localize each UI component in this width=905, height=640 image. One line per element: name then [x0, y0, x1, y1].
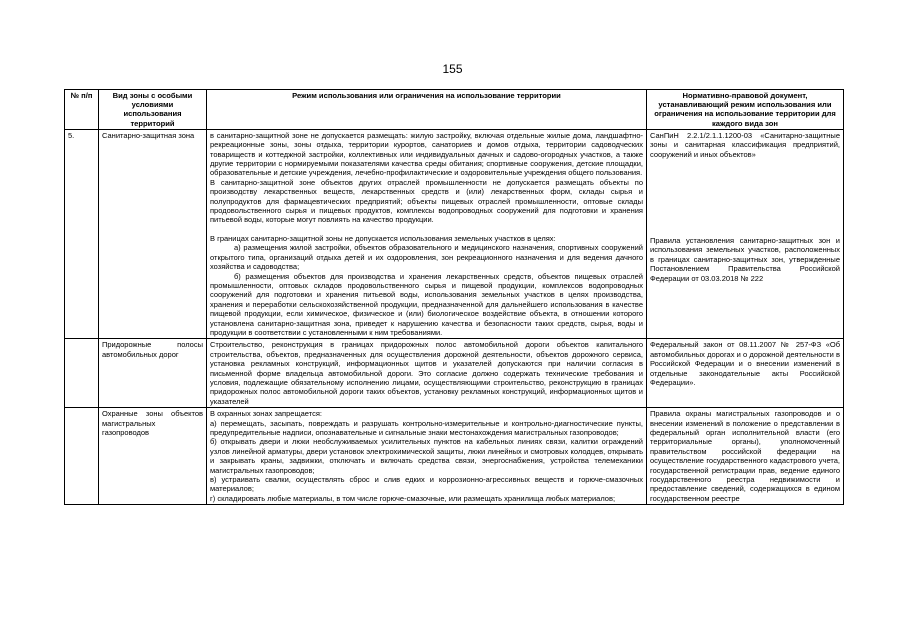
table-header-row — [65, 90, 844, 130]
header-zone-type: Вид зоны с особыми условиями использования территорий — [99, 90, 207, 130]
regime-paragraph: а) размещения жилой застройки, объектов образовательного и медицинского назначения, спортивных сооружений открытого типа, организаций отдыха детей и их оздоровления, зон рекреационного назначения и для ведения дачного хозяйства и садоводства; — [210, 243, 643, 272]
regime-paragraph: в санитарно-защитной зоне не допускается размещать: жилую застройку, включая отдельные жилые дома, ландшафтно-рекреационные зоны, зоны отдыха, территории курортов, санаториев и домов отдыха, территории садоводческих товариществ и коттеджной застройки, коллективных или индивидуальных дачных и садово-огородных участков, а также другие территории с нормируемыми показателями качества среды обитания; спортивные сооружения, детские площадки, образовательные и детские учреждения, лечебно-профилактические и оздоровительные учреждения общего пользования. — [210, 130, 643, 178]
table-row — [65, 129, 844, 339]
zone-name: Придорожные полосы автомобильных дорог — [99, 339, 207, 408]
header-regime: Режим использования или ограничения на использование территории — [207, 90, 647, 130]
table-row — [65, 408, 844, 505]
zone-name: Санитарно-защитная зона — [99, 129, 207, 339]
page-number: 155 — [442, 62, 463, 76]
paragraph-gap — [650, 159, 840, 236]
regime-paragraph: В охранных зонах запрещается: — [210, 409, 322, 419]
regime-paragraph: В санитарно-защитной зоне объектов других отраслей промышленности не допускается размещать объекты по производству лекарственных веществ, лекарственных средств и (или) лекарственных форм, склады сырья и полупродуктов для фармацевтических предприятий; объекты пищевых отраслей промышленности, оптовые склады продовольственного сырья и пищевых продуктов, комплексы водопроводных сооружений для подготовки и хранения питьевой воды, которые могут повлиять на качество продукции. — [210, 177, 643, 225]
zones-table — [64, 89, 844, 505]
regime-cell — [207, 339, 647, 408]
header-legal-document: Нормативно-правовой документ, устанавливающий режим использования или ограничения на использование территории для каждого вида зон — [647, 90, 844, 130]
legal-cell — [647, 339, 844, 408]
legal-cell — [647, 129, 844, 339]
regime-paragraph: б) открывать двери и люки необслуживаемых усилительных пунктов на кабельных линиях связи, калитки ограждений узлов линейной арматуры, двери установок электрохимической защиты, люки линейных и смотровых колодцев, открывать и закрывать краны, задвижки, отключать и включать средства связи, энергоснабжения, устройства телемеханики магистральных газопроводов; — [210, 437, 643, 475]
legal-cell — [647, 408, 844, 505]
regime-paragraph: а) перемещать, засыпать, повреждать и разрушать контрольно-измерительные и контрольно-диагностические пункты, предупредительные надписи, опознавательные и сигнальные знаки местонахождения магистральных газопроводов; — [210, 418, 643, 437]
legal-document: Правила установления санитарно-защитных зон и использования земельных участков, расположенных в границах санитарно-защитных зон, утвержденные Постановлением Правительства Российской Федерации от 03.03.2018 № 222 — [650, 236, 840, 283]
zone-name: Охранные зоны объектов магистральных газопроводов — [99, 408, 207, 505]
legal-document: Федеральный закон от 08.11.2007 № 257-ФЗ «Об автомобильных дорогах и о дорожной деятельности в Российской Федерации и о внесении изменений в отдельные законодательные акты Российской Федерации». — [650, 340, 840, 387]
row-number — [65, 339, 99, 408]
header-num: № п/п — [65, 90, 99, 130]
regime-paragraph: Строительство, реконструкция в границах придорожных полос автомобильной дороги объектов капитального строительства, объектов, предназначенных для осуществления дорожной деятельности, объектов дорожного сервиса, установка рекламных конструкций, информационных щитов и указателей допускаются при наличии согласия в письменной форме владельца автомобильной дороги. Это согласие должно содержать технические требования и условия, подлежащие обязательному исполнению лицами, осуществляющими строительство, реконструкцию в границах придорожных полос автомобильной дороги таких объектов, установку рекламных конструкций, информационных щитов и указателей — [210, 340, 643, 406]
regime-paragraph: г) складировать любые материалы, в том числе горюче-смазочные, или размещать хранилища любых материалов; — [210, 493, 616, 503]
regime-paragraph: В границах санитарно-защитной зоны не допускается использования земельных участков в целях: — [210, 233, 556, 243]
regime-paragraph: в) устраивать свалки, осуществлять сброс и слив едких и коррозионно-агрессивных веществ и горюче-смазочных материалов; — [210, 475, 643, 494]
row-number — [65, 408, 99, 505]
paragraph-gap — [210, 225, 643, 234]
row-number: 5. — [65, 129, 99, 339]
table-row — [65, 339, 844, 408]
regime-paragraph: б) размещения объектов для производства и хранения лекарственных средств, объектов пищевых отраслей промышленности, оптовых складов продовольственного сырья и пищевой продукции, комплексов водопроводных сооружений для подготовки и хранения питьевой воды, использования земельных участков в целях производства, хранения и переработки сельскохозяйственной продукции, предназначенной для дальнейшего использования в качестве пищевой продукции, если химическое, физическое и (или) биологическое воздействие объекта, в отношении которого установлена санитарно-защитная зона, приведет к нарушению качества и безопасности таких средств, сырья, воды и продукции в соответствии с установленными к ним требованиями. — [210, 271, 643, 337]
legal-document: СанПиН 2.2.1/2.1.1.1200-03 «Санитарно-защитные зоны и санитарная классификация предприятий, сооружений и иных объектов» — [650, 130, 840, 159]
legal-document: Правила охраны магистральных газопроводов и о внесении изменений в положение о представлении в федеральный орган исполнительной власти (его территориальные органы), уполномоченный правительством российской федерации на осуществление государственного кадастрового учета, государственной регистрации прав, ведение единого государственного реестра недвижимости и предоставление сведений, содержащихся в едином государственном реестре — [650, 409, 840, 503]
regime-cell — [207, 129, 647, 339]
regime-cell — [207, 408, 647, 505]
